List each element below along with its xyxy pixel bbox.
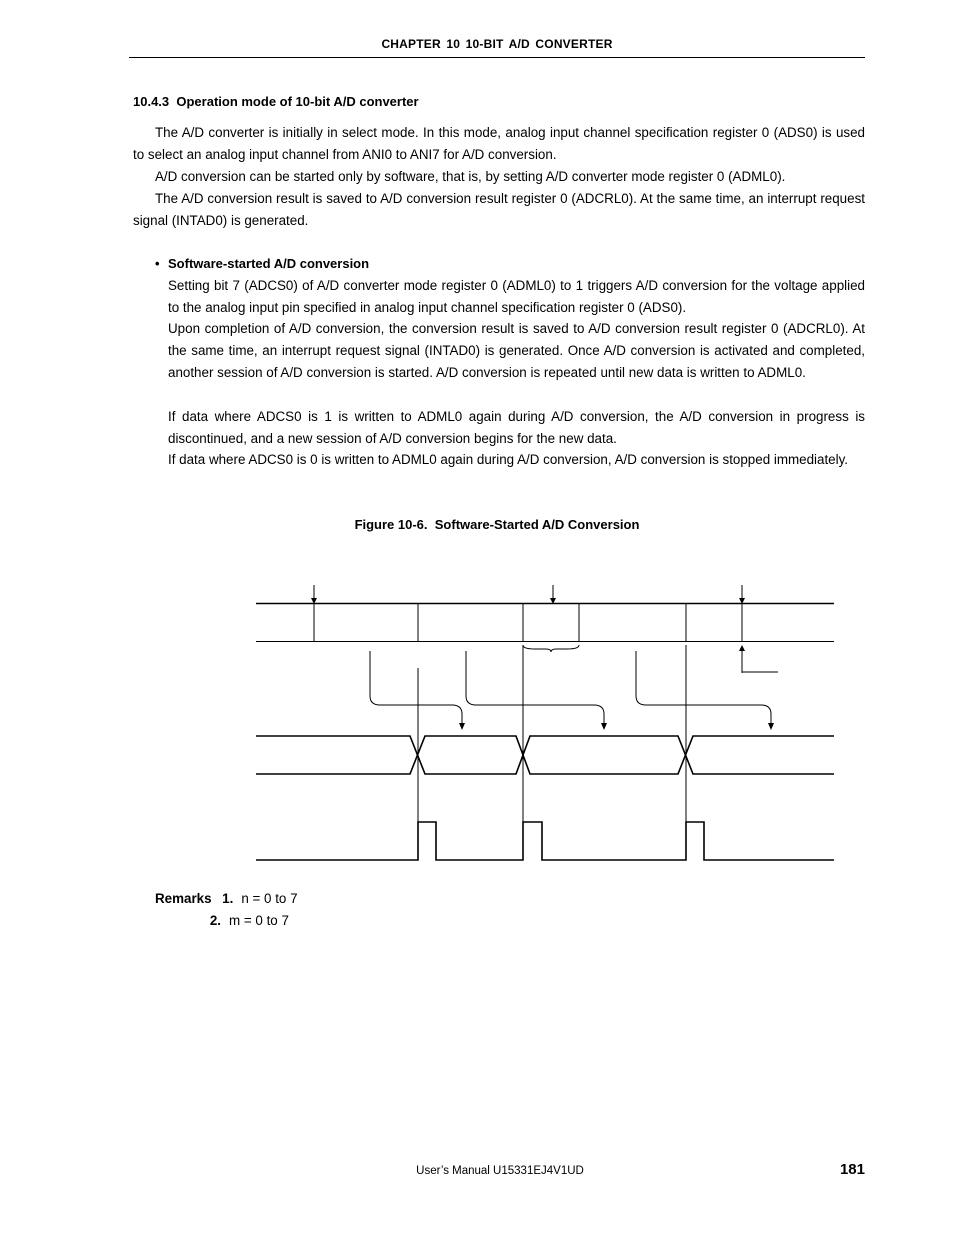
remarks: [155, 888, 298, 932]
bullet-icon: •: [155, 256, 160, 271]
stop-annotation: [739, 645, 778, 673]
bullet-paragraph-setting-bit: Setting bit 7 (ADCS0) of A/D converter mode register 0 (ADML0) to 1 triggers A/D conversion for the voltage applied to the analog input pin specified in analog input channel specification register 0 (ADS0).: [168, 278, 865, 315]
bullet-paragraph-adcs0-one: If data where ADCS0 is 1 is written to ADML0 again during A/D conversion, the A/D conversion in progress is discontinued, and a new session of A/D conversion begins for the new data.: [168, 409, 865, 446]
remark-text: m = 0 to 7: [229, 913, 289, 928]
result-transfer-arrows: [370, 651, 774, 730]
remark-text: n = 0 to 7: [241, 891, 298, 906]
bullet-title-text: Software-started A/D conversion: [168, 256, 370, 271]
remark-item-1: [155, 888, 298, 910]
adml0-signal: [256, 603, 834, 642]
figure-title: Figure 10-6. Software-Started A/D Conversion: [354, 517, 640, 532]
footer-manual-id: User’s Manual U15331EJ4V1UD: [416, 1165, 584, 1177]
remark-number: 1.: [222, 891, 234, 906]
paragraph-select-mode: The A/D converter is initially in select mode. In this mode, analog input channel specification register 0 (ADS0) is used to select an analog input channel from ANI0 to ANI7 for A/D conversion.: [133, 125, 865, 162]
intad0-signal: [256, 822, 834, 860]
remark-number: 2.: [209, 913, 221, 928]
adml0-write-arrows: [311, 585, 745, 604]
adcrl0-signal: [256, 736, 834, 774]
chapter-header: CHAPTER 10 10-BIT A/D CONVERTER: [381, 37, 613, 51]
conversion-interval-brace: [523, 645, 579, 652]
bullet-paragraph-adcs0-zero: If data where ADCS0 is 0 is written to ADML0 again during A/D conversion, A/D conversion is stopped immediately.: [168, 452, 849, 467]
page-number: 181: [839, 1161, 865, 1178]
remark-item-2: [155, 910, 298, 932]
section-title: 10.4.3 Operation mode of 10-bit A/D converter: [133, 94, 419, 109]
timing-markers: [418, 645, 686, 822]
bullet-paragraph-completion: Upon completion of A/D conversion, the conversion result is saved to A/D conversion result register 0 (ADCRL0). At the same time, an interrupt request signal (INTAD0) is generated. Once A/D conversion is activated and completed, another session of A/D conversion is started. A/D conversion is repeated until new data is written to ADML0.: [168, 321, 865, 380]
paragraph-software-start: A/D conversion can be started only by software, that is, by setting A/D converter mode register 0 (ADML0).: [155, 169, 786, 184]
remarks-label: Remarks: [155, 891, 212, 906]
paragraph-conversion-result: The A/D conversion result is saved to A/D conversion result register 0 (ADCRL0). At the same time, an interrupt request signal (INTAD0) is generated.: [133, 191, 865, 228]
